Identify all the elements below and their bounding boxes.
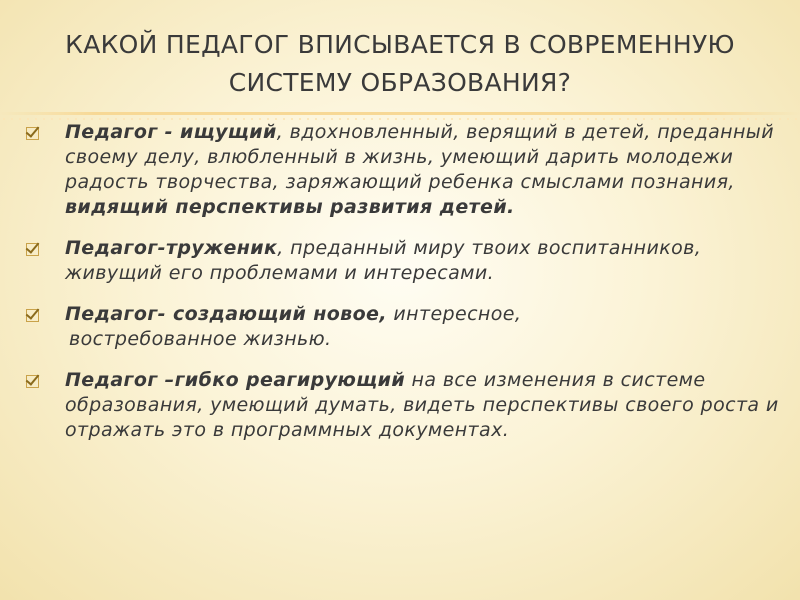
- slide-title-line-2: СИСТЕМУ ОБРАЗОВАНИЯ?: [228, 68, 572, 97]
- slide-title: [40, 26, 760, 102]
- list-item-body-continued: востребованное жизнью.: [69, 328, 332, 350]
- list-item-bold-lead: Педагог - ищущий: [65, 121, 277, 143]
- list-item-text: [65, 302, 780, 352]
- list-item-text: [65, 368, 780, 443]
- checkbox-checked-icon: [26, 375, 39, 388]
- list-item-body: , вдохновленный, верящий в детей, преданный своему делу, влюбленный в жизнь, умеющий дарить молодежи радость творчества, заряжающий ребенка смыслами познания,: [65, 121, 774, 193]
- list-item-bold-tail: видящий перспективы развития детей.: [65, 196, 515, 218]
- list-item: [20, 302, 780, 352]
- list-item-bold-lead: Педагог-труженик: [65, 237, 278, 259]
- checkbox-checked-icon: [26, 127, 39, 140]
- list-item-text: [65, 120, 780, 220]
- list-item: [20, 368, 780, 443]
- title-divider: [0, 112, 800, 115]
- list-item-body: на все изменения в системе образования, умеющий думать, видеть перспективы своего роста и отражать это в программных документах.: [65, 369, 779, 441]
- checkbox-checked-icon: [26, 309, 39, 322]
- bullet-list: [20, 120, 780, 459]
- list-item-body: интересное,: [386, 303, 522, 325]
- list-item: [20, 120, 780, 220]
- list-item: [20, 236, 780, 286]
- list-item-bold-lead: Педагог- создающий новое,: [65, 303, 387, 325]
- checkbox-checked-icon: [26, 243, 39, 256]
- list-item-body: , преданный миру твоих воспитанников, живущий его проблемами и интересами.: [65, 237, 702, 284]
- slide-title-line-1: КАКОЙ ПЕДАГОГ ВПИСЫВАЕТСЯ В СОВРЕМЕННУЮ: [65, 30, 735, 59]
- list-item-bold-lead: Педагог –гибко реагирующий: [65, 369, 406, 391]
- list-item-text: [65, 236, 780, 286]
